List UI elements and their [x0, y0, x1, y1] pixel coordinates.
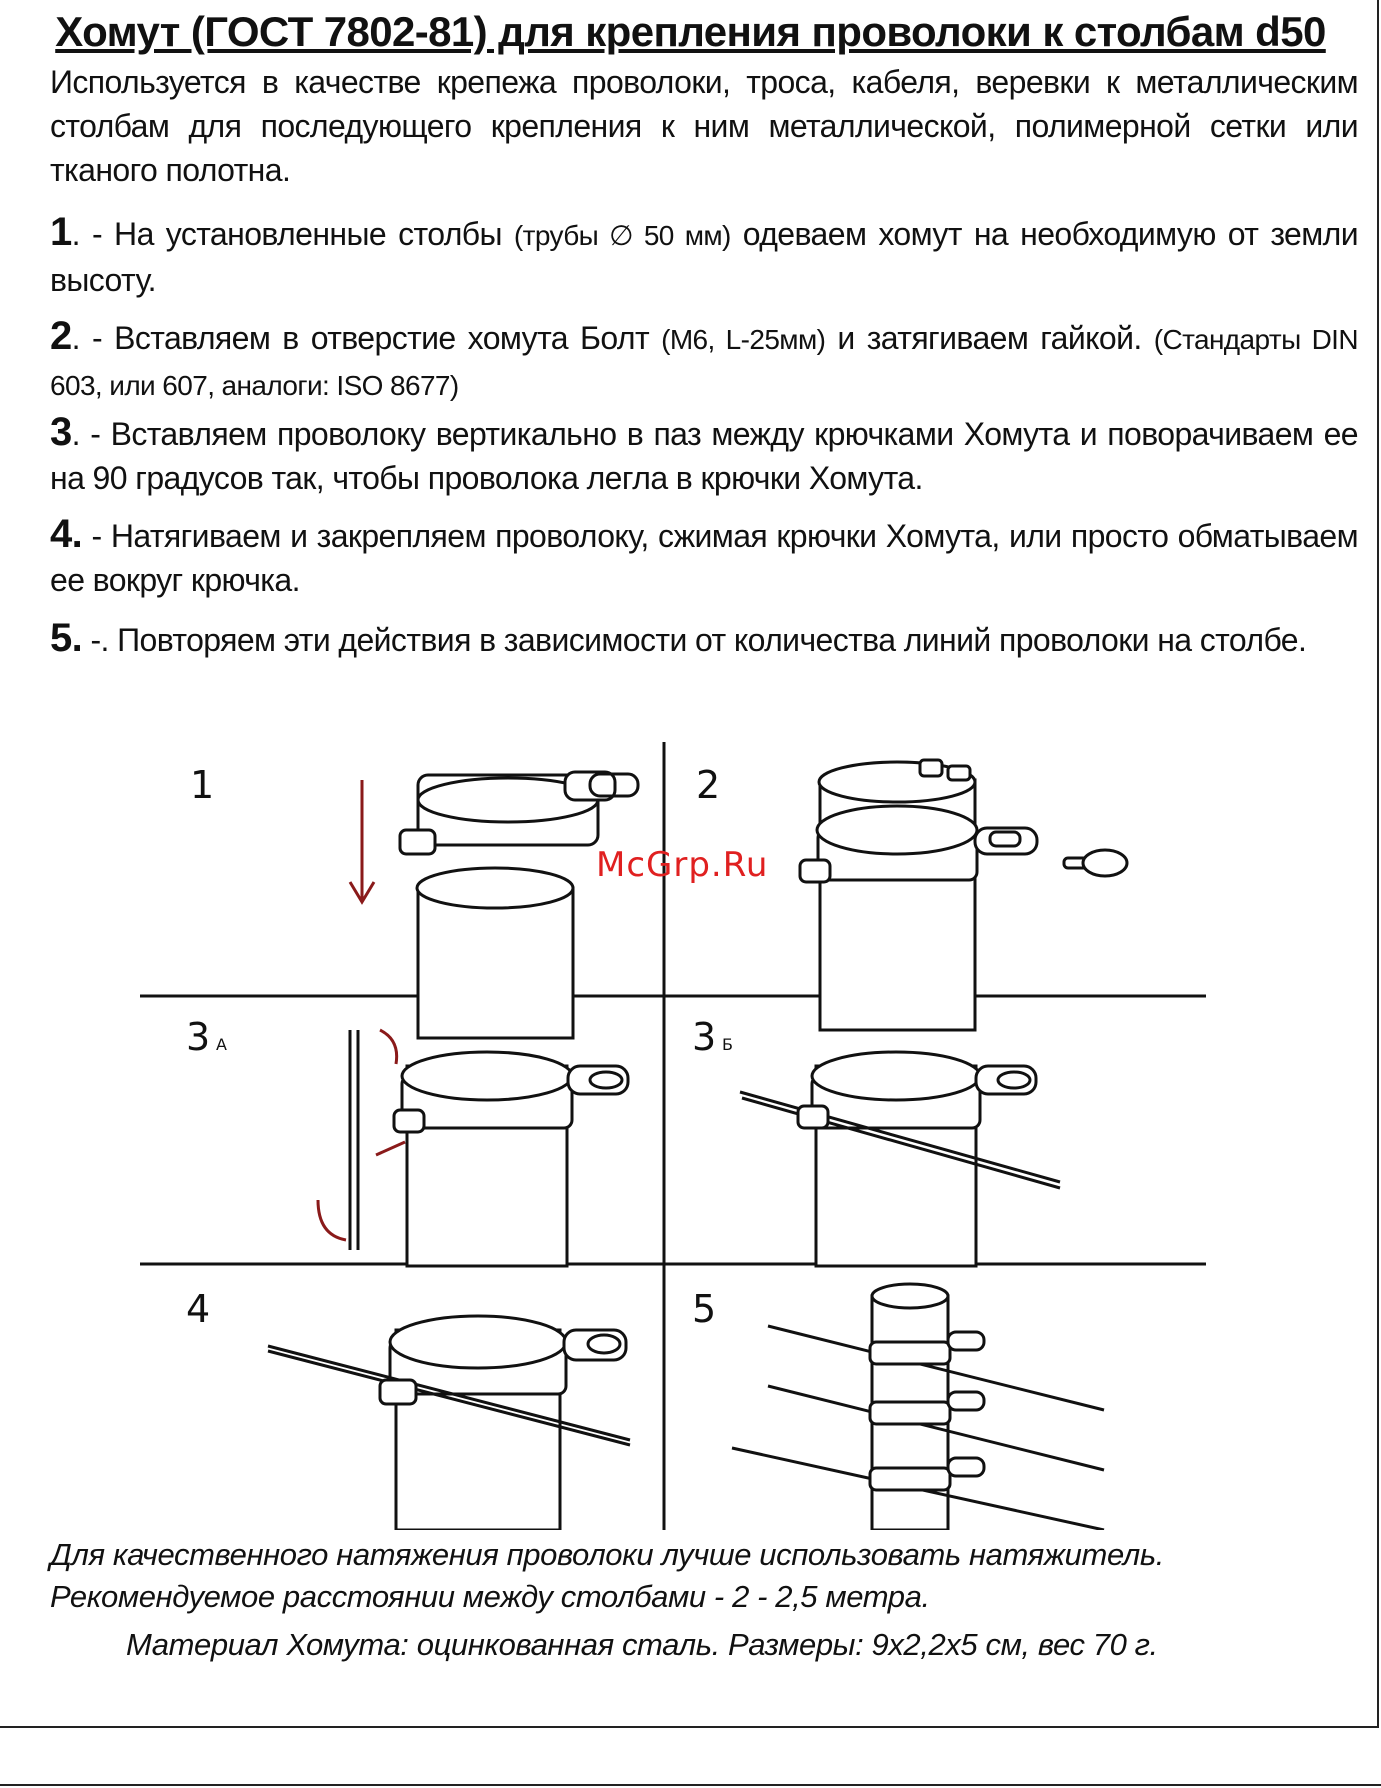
step-3 [50, 410, 1358, 500]
intro-paragraph: Используется в качестве крепежа проволоки, троса, кабеля, веревки к металлическим столбам для последующего крепления к ним металлической, полимерной сетки или тканого полотна. [50, 64, 1358, 188]
step-text: Натягиваем и закрепляем проволоку, сжимая крючки Хомута, или просто обматываем ее вокруг крючка. [50, 518, 1358, 598]
step-text: На установленные столбы [102, 216, 514, 252]
footer-note-spacing: Рекомендуемое расстоянии между столбами - 2 - 2,5 метра. [50, 1579, 930, 1614]
step-number: 5. [50, 616, 83, 660]
step-number: 2 [50, 314, 72, 358]
step-text: Вставляем в отверстие хомута Болт [102, 320, 662, 356]
panel-5-multiple-lines [732, 1284, 1104, 1530]
watermark: McGrp.Ru [596, 845, 769, 885]
step-separator: . - [71, 320, 103, 356]
panel-3a-wire-vertical [318, 1030, 628, 1266]
step-number: 4. [50, 512, 83, 556]
panel-sublabel-3b: Б [722, 1035, 733, 1054]
panel-4-wire-secured [268, 1316, 630, 1530]
page-title: Хомут (ГОСТ 7802-81) для крепления проволоки к столбам d50 [55, 8, 1326, 55]
step-1 [50, 210, 1358, 302]
step-separator: . - [71, 216, 103, 252]
step-number: 1 [50, 210, 72, 254]
step-number: 3 [50, 410, 72, 454]
panel-label-5: 5 [692, 1287, 717, 1331]
step-note: (М6, L-25мм) [661, 324, 826, 355]
step-standards-note: (Стандарты DIN 603, или 607, аналоги: ISO 8677) [50, 324, 1358, 401]
step-text: одеваем хомут на необходимую от земли высоту. [50, 216, 1358, 298]
step-note: (трубы ∅ 50 мм) [513, 220, 731, 251]
panel-3b-wire-turned [740, 1052, 1060, 1266]
bottom-rule [0, 1784, 1381, 1786]
step-4 [50, 512, 1358, 602]
panel-1-clamp-placement [350, 772, 638, 1038]
step-text: и затягиваем гайкой. [825, 320, 1154, 356]
panel-2-bolt-insertion [800, 760, 1127, 1030]
step-separator: - [82, 518, 102, 554]
step-text: Повторяем эти действия в зависимости от количества линий проволоки на столбе. [108, 622, 1307, 658]
footer-note-tensioner: Для качественного натяжения проволоки лучше использовать натяжитель. [50, 1537, 1164, 1572]
panel-label-4: 4 [186, 1287, 211, 1331]
panel-sublabel-3a: А [216, 1035, 227, 1054]
footer-note-material: Материал Хомута: оцинкованная сталь. Размеры: 9х2,2х5 см, вес 70 г. [126, 1627, 1158, 1662]
step-text: Вставляем проволоку вертикально в паз между крючками Хомута и поворачиваем ее на 90 градусов так, чтобы проволока легла в крючки Хомута. [50, 416, 1359, 496]
panel-label-3b: 3 [692, 1015, 717, 1059]
step-2 [50, 314, 1358, 408]
step-5 [50, 616, 1358, 662]
step-separator: . - [71, 416, 101, 452]
step-separator: -. [82, 622, 109, 658]
panel-label-2: 2 [696, 763, 721, 807]
panel-label-3a: 3 [186, 1015, 211, 1059]
panel-label-1: 1 [190, 763, 215, 807]
